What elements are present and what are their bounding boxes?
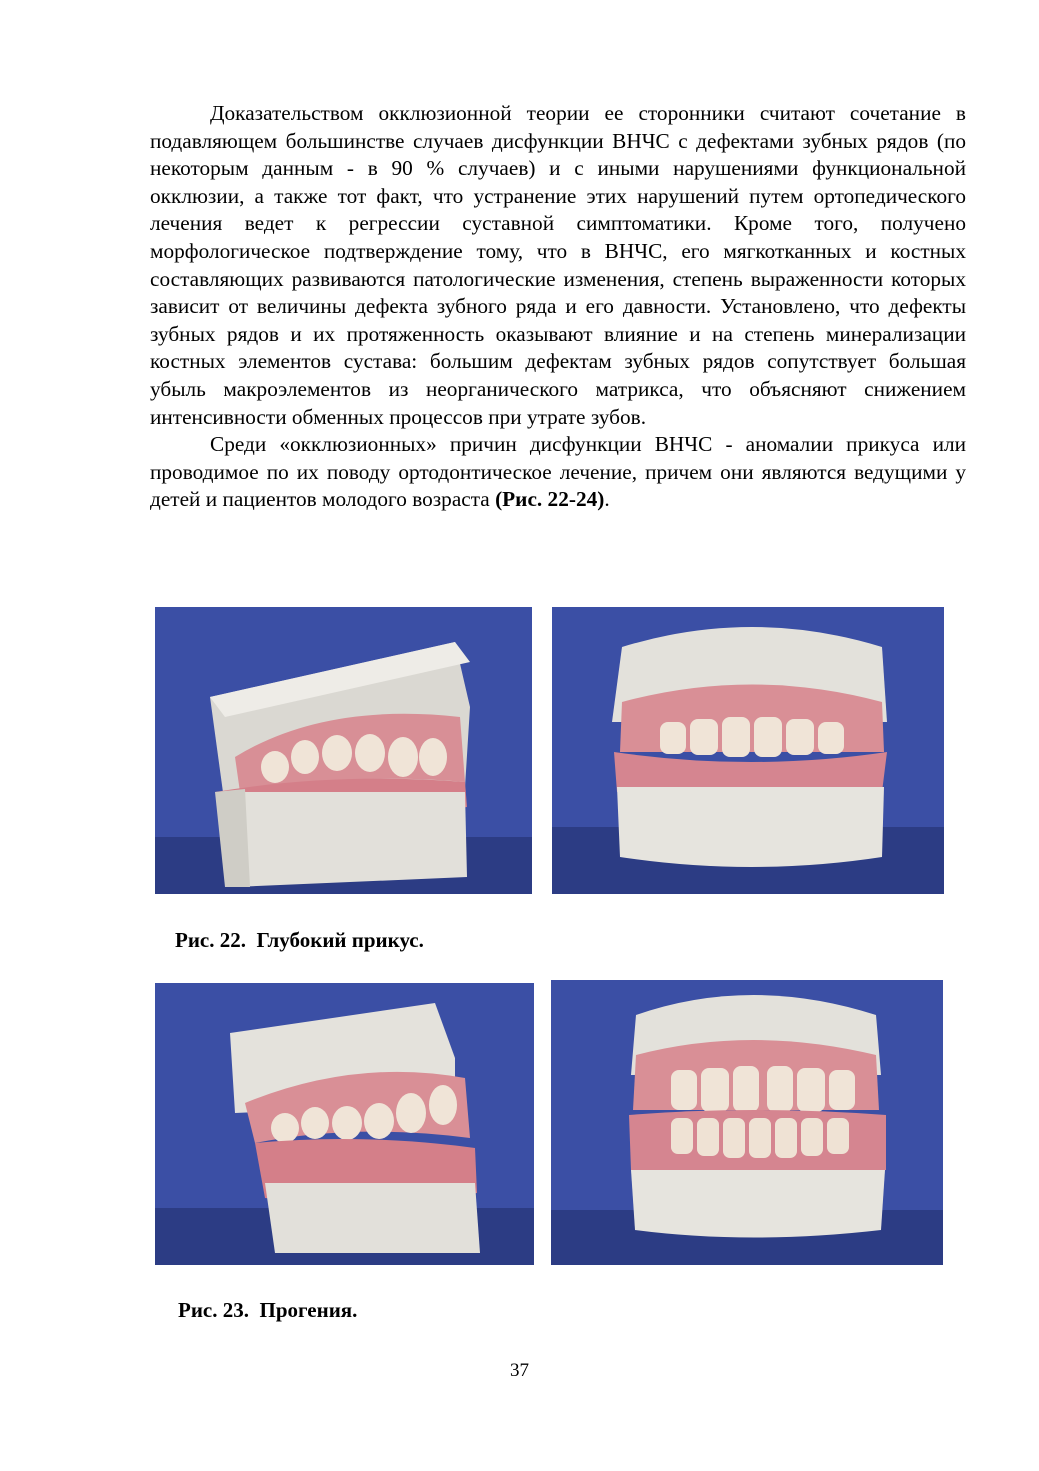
fig22-photo-front xyxy=(552,607,944,894)
dental-cast-side-view xyxy=(155,607,532,894)
fig23-caption: Рис. 23. Прогения. xyxy=(178,1298,358,1322)
dental-cast-side-view-2 xyxy=(155,983,534,1265)
figure-reference: (Рис. 22-24) xyxy=(495,487,605,512)
paragraph-2-end: . xyxy=(604,487,610,512)
paragraph-2 xyxy=(150,431,966,514)
dental-cast-front-view-2 xyxy=(551,980,943,1265)
fig23-photo-side xyxy=(155,983,534,1265)
fig23-photo-front xyxy=(551,980,943,1265)
paragraph-1: Доказательством окклюзионной теории ее сторонники считают сочетание в подавляющем большинстве случаев дисфункции ВНЧС с дефектами зубных рядов (по некоторым данным - в 90 % случаев) и с иными нарушениями функциональной окклюзии, а также тот факт, что устранение этих нарушений путем ортопедического лечения ведет к регрессии суставной симптоматики. Кроме того, получено морфологическое подтверждение тому, что в ВНЧС, его мягкотканных и костных составляющих развиваются патологические изменения, степень выраженности которых зависит от величины дефекта зубного ряда и его давности. Установлено, что дефекты зубных рядов и их протяженность оказывают влияние и на степень минерализации костных элементов сустава: большим дефектам зубных рядов сопутствует большая убыль макроэлементов из неорганического матрикса, что объясняют снижением интенсивности обменных процессов при утрате зубов. xyxy=(150,101,966,429)
body-text xyxy=(150,100,966,514)
fig22-photo-side xyxy=(155,607,532,894)
dental-cast-front-view xyxy=(552,607,944,894)
page-number: 37 xyxy=(510,1360,529,1381)
fig22-caption: Рис. 22. Глубокий прикус. xyxy=(175,928,424,952)
paragraph-2-text: Среди «окклюзионных» причин дисфункции ВНЧС - аномалии прикуса или проводимое по их поводу ортодонтическое лечение, причем они являются ведущими у детей и пациентов молодого возраста xyxy=(150,432,966,512)
